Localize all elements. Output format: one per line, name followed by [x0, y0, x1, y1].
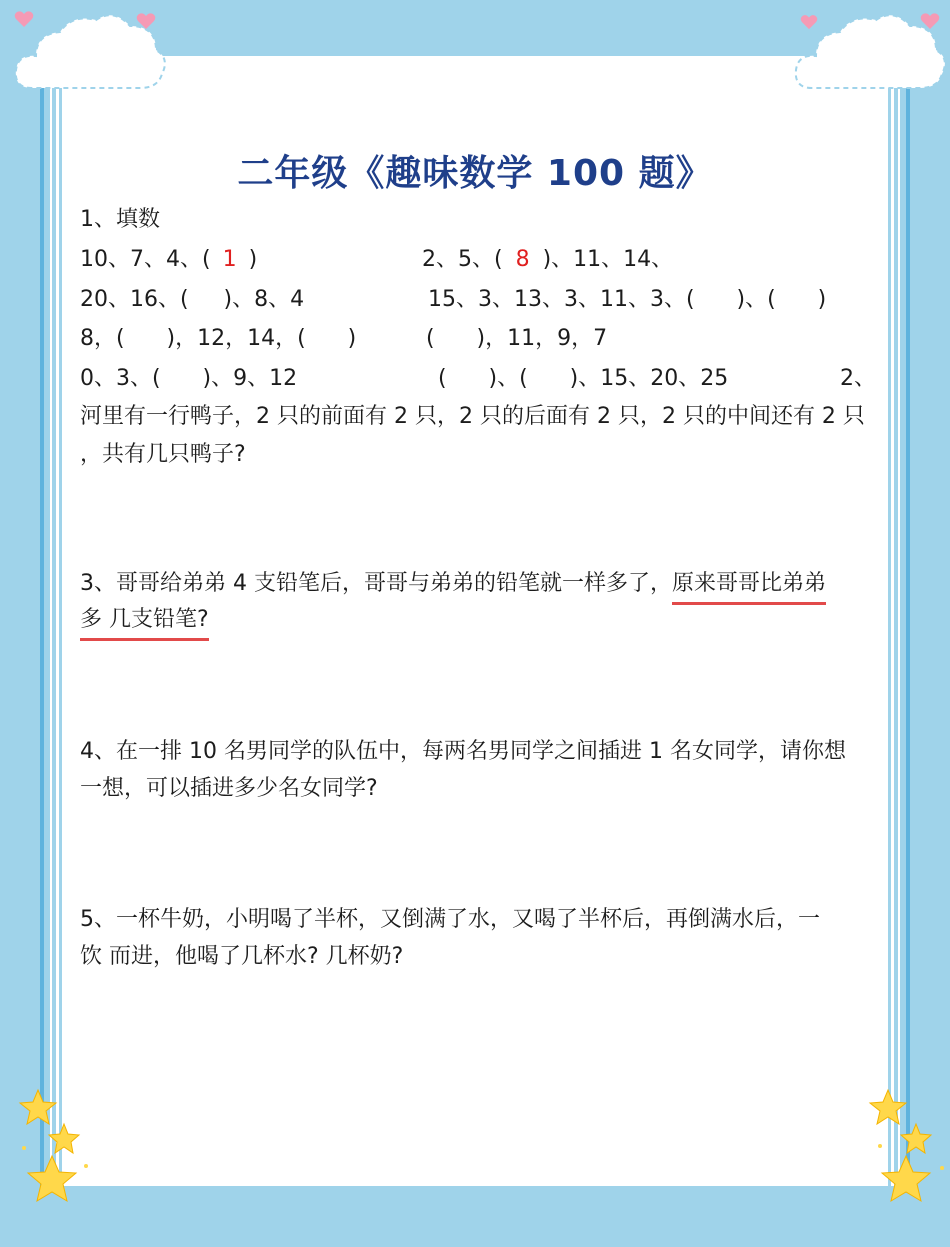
q5-line2: 饮 而进，他喝了几杯水? 几杯奶? — [80, 944, 404, 969]
q1-row4-left: 0、3、( )、9、12 — [80, 366, 298, 391]
q2-line2: ，共有几只鸭子? — [80, 442, 246, 467]
star-icon — [850, 1088, 950, 1218]
q3-line1 — [80, 570, 826, 598]
frame-stripe-right-inner — [898, 85, 900, 1187]
q1-row1-left — [80, 246, 257, 274]
q1-heading: 1、填数 — [80, 207, 160, 232]
q1-row1-right — [422, 246, 673, 274]
q3-line2 — [80, 606, 209, 634]
q1-row3-left: 8，( )，12，14，( ) — [80, 326, 357, 351]
q1-row2-left: 20、16、( )、8、4 — [80, 287, 305, 312]
heart-icon — [800, 14, 818, 30]
q2-number: 2、 — [840, 366, 876, 391]
q1-row3-right: ( )，11，9，7 — [426, 326, 608, 351]
frame-stripe-left — [40, 85, 44, 1187]
q1-row2-right: 15、3、13、3、11、3、( )、( ) — [428, 287, 827, 312]
q1-row1-left-text: 10、7、4、( — [80, 247, 211, 272]
q3-line1-text: 3、哥哥给弟弟 4 支铅笔后，哥哥与弟弟的铅笔就一样多了， — [80, 571, 672, 596]
q1-row1-right-answer: 8 — [515, 247, 530, 272]
q3-line2-highlight: 多 几支铅笔? — [80, 607, 209, 641]
q1-row1-right-text: 2、5、( — [422, 247, 503, 272]
frame-stripe-right — [906, 85, 910, 1187]
q3-line1-highlight: 原来哥哥比弟弟 — [672, 571, 826, 605]
heart-icon — [136, 12, 156, 30]
q5-line1: 5、一杯牛奶，小明喝了半杯，又倒满了水，又喝了半杯后，再倒满水后，一 — [80, 907, 820, 932]
q2-line1: 河里有一行鸭子，2 只的前面有 2 只，2 只的后面有 2 只，2 只的中间还有 2 只 — [80, 404, 865, 429]
q1-row1-right-close: )、11、14、 — [542, 247, 674, 272]
page-title: 二年级《趣味数学 100 题》 — [237, 153, 713, 194]
q1-row4-right: ( )、( )、15、20、25 — [438, 366, 729, 391]
frame-stripe-left-inner — [50, 85, 52, 1187]
heart-icon — [920, 12, 940, 30]
q4-line2: 一想，可以插进多少名女同学? — [80, 776, 378, 801]
star-icon — [16, 1088, 116, 1218]
q1-row1-left-close: ) — [248, 247, 258, 272]
q4-line1: 4、在一排 10 名男同学的队伍中，每两名男同学之间插进 1 名女同学，请你想 — [80, 739, 846, 764]
heart-icon — [14, 10, 34, 28]
q1-row1-left-answer: 1 — [222, 247, 237, 272]
